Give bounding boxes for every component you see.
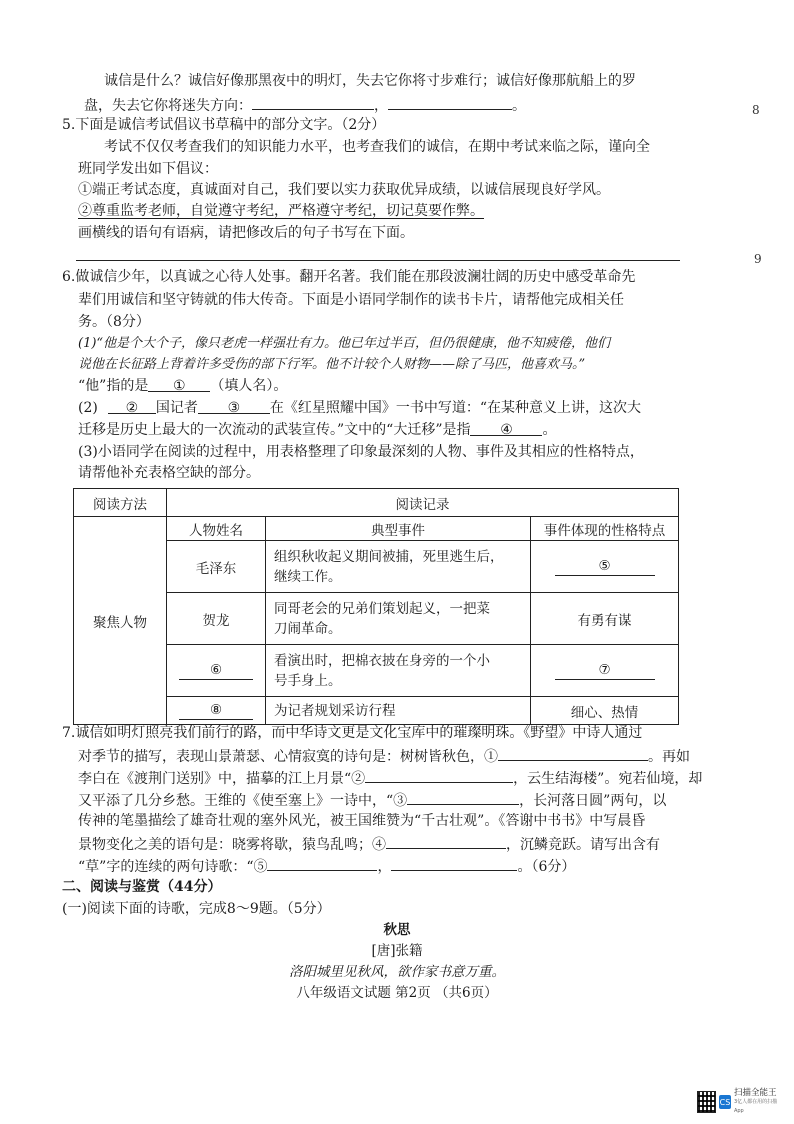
answer-blank-4[interactable]: ④ <box>470 419 542 436</box>
answer-blank-2[interactable]: ② <box>108 397 156 414</box>
row-trait <box>531 645 679 697</box>
q5-para-line2: 班同学发出如下倡议： <box>78 161 218 177</box>
q5-item1: ①端正考试态度，真诚面对自己，我们要以实力获取优异成绩，以诚信展现良好学风。 <box>78 182 610 198</box>
reading-record-table <box>73 488 679 725</box>
answer-blank[interactable] <box>365 766 513 783</box>
answer-blank[interactable] <box>388 93 512 110</box>
table-subheader-trait: 事件体现的性格特点 <box>531 517 679 541</box>
answer-blank-5[interactable]: ⑤ <box>555 557 655 576</box>
answer-blank-8[interactable]: ⑧ <box>179 701 253 720</box>
q7-line5: 传神的笔墨描绘了雄奇壮观的塞外风光，被王国维赞为“千古壮观”。《答谢中书书》中写晨昏 <box>78 813 646 829</box>
answer-blank[interactable] <box>386 832 506 849</box>
q6-sub2-line1: (2) ② 国记者 ③ 在《红星照耀中国》一书中写道：“在某种意义上讲，这次大 <box>78 397 641 419</box>
page-footer: 八年级语文试题 第2页 （共6页） <box>296 985 498 1001</box>
q6-heading-line2: 辈们用诚信和坚守铸就的伟大传奇。下面是小语同学制作的读书卡片，请帮他完成相关任 <box>78 292 624 308</box>
table-method-value: 聚焦人物 <box>74 517 167 725</box>
row-name <box>167 645 266 697</box>
answer-blank-3[interactable]: ③ <box>198 397 270 414</box>
q5-item2-underlined: ②尊重监考老师，自觉遵守考纪，严格遵守考纪，切记莫要作弊。 <box>78 203 484 219</box>
section-title: 二、阅读与鉴赏（44分） <box>62 879 222 895</box>
q6-heading-line1: 6.做诚信少年，以真诚之心待人处事。翻开名著。我们能在那段波澜壮阔的历史中感受革命先 <box>62 269 636 285</box>
table-subheader-event: 典型事件 <box>266 517 531 541</box>
answer-blank-6[interactable]: ⑥ <box>179 661 253 680</box>
row-event: 组织秋收起义期间被捕，死里逃生后， 继续工作。 <box>266 541 531 593</box>
answer-blank[interactable] <box>498 744 648 761</box>
logo-subtitle: 3亿人都在用的扫描App <box>733 1098 778 1114</box>
row-trait: 细心、热情 <box>531 697 679 725</box>
row-name: 毛泽东 <box>167 541 266 593</box>
row-event: 同哥老会的兄弟们策划起义，一把菜 刀闹革命。 <box>266 593 531 645</box>
logo-name: 扫描全能王 <box>733 1087 777 1098</box>
q7-line1: 7.诚信如明灯照亮我们前行的路，而中华诗文更是文化宝库中的璀璨明珠。《野望》中诗人通过 <box>62 725 643 741</box>
poem-line1: 洛阳城里见秋风，欲作家书意万重。 <box>289 964 505 980</box>
table-subheader-name: 人物姓名 <box>167 517 266 541</box>
answer-blank-7[interactable]: ⑦ <box>555 661 655 680</box>
q7-line2: 对季节的描写，表现山景萧瑟、心情寂寞的诗句是：树树皆秋色，① 。再如 <box>78 744 690 768</box>
table-header-record: 阅读记录 <box>167 489 679 517</box>
q5-instruction: 画横线的语句有语病，请把修改后的句子书写在下面。 <box>78 225 414 241</box>
section-subtitle: (一)阅读下面的诗歌，完成8～9题。（5分） <box>62 901 331 917</box>
poem-author: [唐]张籍 <box>371 943 423 959</box>
side-mark: 9 <box>754 252 762 266</box>
row-trait <box>531 541 679 593</box>
row-trait: 有勇有谋 <box>531 593 679 645</box>
q6-quote-line2: 说他在长征路上背着许多受伤的部下行军。他不计较个人财物——除了马匹，他喜欢马。” <box>78 357 586 372</box>
q6-sub3-line2: 请帮他补充表格空缺的部分。 <box>78 465 260 481</box>
q5-para-line1: 考试不仅仅考查我们的知识能力水平，也考查我们的诚信，在期中考试来临之际，谨向全 <box>104 139 650 155</box>
row-name: 贺龙 <box>167 593 266 645</box>
poem-title: 秋思 <box>383 922 411 938</box>
q4-line2: 盘，失去它你将迷失方向： ， 。 <box>84 93 526 117</box>
q7-line4: 又平添了几分乡愁。王维的《使至塞上》一诗中，“③ ，长河落日圆”两句，以 <box>78 788 666 812</box>
row-name <box>167 697 266 725</box>
side-mark: 8 <box>752 103 760 117</box>
q5-heading: 5.下面是诚信考试倡议书草稿中的部分文字。（2分） <box>62 117 386 133</box>
q7-line3: 李白在《渡荆门送别》中，描摹的江上月景“② ，云生结海楼”。宛若仙境，却 <box>78 766 702 790</box>
row-event: 看演出时，把棉衣披在身旁的一个小 号手身上。 <box>266 645 531 697</box>
answer-line[interactable] <box>76 260 680 261</box>
answer-blank[interactable] <box>407 788 519 805</box>
cs-logo-icon: CS <box>719 1095 731 1109</box>
answer-blank[interactable] <box>267 854 377 871</box>
answer-blank[interactable] <box>391 854 517 871</box>
answer-blank[interactable] <box>252 93 374 110</box>
table-header-method: 阅读方法 <box>74 489 167 517</box>
scanner-watermark-logo <box>697 1087 779 1114</box>
q6-sub3-line1: (3)小语同学在阅读的过程中，用表格整理了印象最深刻的人物、事件及其相应的性格特点， <box>78 444 644 460</box>
q4-line1: 诚信是什么？诚信好像那黑夜中的明灯，失去它你将寸步难行；诚信好像那航船上的罗 <box>104 73 636 89</box>
q7-line6: 景物变化之美的语句是：晓雾将歇，猿鸟乱鸣；④ ，沉鳞竞跃。请写出含有 <box>78 832 660 856</box>
q6-heading-line3: 务。（8分） <box>78 314 150 330</box>
answer-blank-1[interactable]: ① <box>148 375 210 392</box>
qr-code-icon <box>697 1091 716 1113</box>
row-event: 为记者规划采访行程 <box>266 697 531 725</box>
q6-quote-line1: (1)“他是个大个子，像只老虎一样强壮有力。他已年过半百，但仍很健康，他不知疲倦，他们 <box>78 336 611 351</box>
q6-sub1-prompt: “他”指的是 ① （填人名）。 <box>78 375 287 397</box>
q6-sub2-line2: 迁移是历史上最大的一次流动的武装宣传。”文中的“大迁移”是指 ④ 。 <box>78 419 556 441</box>
q7-line7: “草”字的连续的两句诗歌：“⑤ ， 。（6分） <box>78 854 575 878</box>
